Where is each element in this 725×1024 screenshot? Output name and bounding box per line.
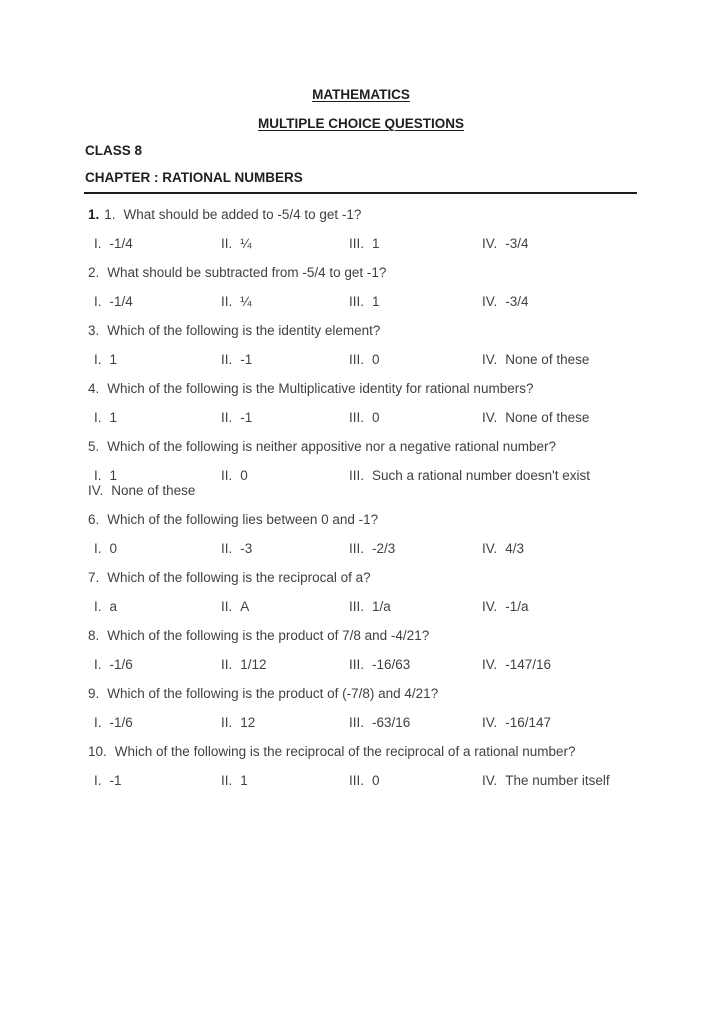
question-9-text: Which of the following is the product of (-7/8) and 4/21? [107,686,439,701]
option-numeral: I. [94,236,102,251]
question-1-text: What should be added to -5/4 to get -1? [123,207,362,222]
question-9-options [85,714,637,732]
option-item [349,293,482,311]
option-value: None of these [505,352,590,367]
question-6-options [85,540,637,558]
option-numeral: III. [349,657,365,672]
option-value: -3/4 [505,236,529,251]
option-value: 1/a [372,599,391,614]
option-value: -3 [240,541,253,556]
option-value: -1/a [505,599,529,614]
question-8-number: 8. [88,628,100,643]
option-item [349,656,482,674]
option-numeral: I. [94,715,102,730]
option-value: 1 [109,410,118,425]
option-item [221,714,349,732]
option-item [221,598,349,616]
option-numeral: IV. [482,657,498,672]
class-label: CLASS 8 [85,143,143,158]
option-item [482,714,637,732]
option-item [88,483,195,498]
question-1-prefix: 1. [88,207,100,222]
question-2-options [85,293,637,311]
option-value: a [109,599,118,614]
question-6-text: Which of the following lies between 0 and -1? [107,512,379,527]
option-value: -1 [109,773,122,788]
option-value: 0 [372,773,380,788]
option-value: -1/6 [109,657,133,672]
option-item [349,714,482,732]
option-value: 1 [372,294,380,309]
option-value: 1 [372,236,380,251]
option-numeral: II. [221,599,233,614]
option-item [94,598,221,616]
question-3-options [85,351,637,369]
option-numeral: III. [349,541,365,556]
question-7-number: 7. [88,570,100,585]
option-item [94,293,221,311]
question-5 [85,438,637,456]
option-value: -3/4 [505,294,529,309]
option-value: ¼ [240,236,252,251]
question-6 [85,511,637,529]
option-item [482,351,637,369]
option-value: ¼ [240,294,252,309]
option-numeral: III. [349,468,365,483]
option-item [482,409,637,427]
option-item [482,656,637,674]
option-numeral: IV. [482,294,498,309]
option-item [349,235,482,253]
question-7-text: Which of the following is the reciprocal of a? [107,570,371,585]
question-2-number: 2. [88,265,100,280]
header-divider [84,192,637,194]
option-item [482,540,637,558]
question-10-text: Which of the following is the reciprocal of the reciprocal of a rational number? [114,744,576,759]
option-value: -16/63 [372,657,411,672]
question-4-number: 4. [88,381,100,396]
option-item [94,714,221,732]
option-numeral: IV. [88,483,104,498]
question-1-options [85,235,637,253]
option-value: 12 [240,715,256,730]
option-item [221,409,349,427]
option-numeral: III. [349,294,365,309]
option-item [482,235,637,253]
question-7-options [85,598,637,616]
question-2-text: What should be subtracted from -5/4 to get -1? [107,265,387,280]
option-numeral: I. [94,468,102,483]
option-item [94,409,221,427]
option-value: -1 [240,352,253,367]
option-numeral: IV. [482,715,498,730]
option-numeral: I. [94,541,102,556]
option-value: -1/6 [109,715,133,730]
question-8-options [85,656,637,674]
chapter-label: CHAPTER : RATIONAL NUMBERS [85,170,303,185]
option-item [221,235,349,253]
option-numeral: II. [221,468,233,483]
question-9-number: 9. [88,686,100,701]
option-value: -1 [240,410,253,425]
option-item [221,351,349,369]
option-numeral: IV. [482,773,498,788]
option-numeral: II. [221,410,233,425]
option-value: A [240,599,250,614]
option-item [221,467,349,485]
question-4 [85,380,637,398]
option-item [221,656,349,674]
option-item [221,293,349,311]
option-numeral: I. [94,657,102,672]
option-item [349,540,482,558]
option-value: -1/4 [109,236,133,251]
page-title: MATHEMATICS [312,87,410,102]
option-item [349,351,482,369]
option-value: None of these [505,410,590,425]
question-3-number: 3. [88,323,100,338]
option-item [482,772,637,790]
option-numeral: III. [349,715,365,730]
question-5-number: 5. [88,439,100,454]
question-7 [85,569,637,587]
option-item [349,598,482,616]
option-numeral: I. [94,410,102,425]
question-8-text: Which of the following is the product of 7/8 and -4/21? [107,628,430,643]
option-item [482,598,637,616]
question-6-number: 6. [88,512,100,527]
question-8 [85,627,637,645]
question-9 [85,685,637,703]
question-4-text: Which of the following is the Multiplicative identity for rational numbers? [107,381,534,396]
option-value: -1/4 [109,294,133,309]
option-numeral: I. [94,352,102,367]
option-value: -63/16 [372,715,411,730]
option-value: 0 [240,468,248,483]
option-value: -147/16 [505,657,552,672]
option-numeral: II. [221,541,233,556]
option-value: 1/12 [240,657,267,672]
option-value: None of these [111,483,196,498]
question-10-number: 10. [88,744,107,759]
option-numeral: III. [349,236,365,251]
option-numeral: II. [221,236,233,251]
option-item [349,772,482,790]
option-item [94,540,221,558]
option-numeral: IV. [482,352,498,367]
page-subtitle: MULTIPLE CHOICE QUESTIONS [257,116,464,131]
option-numeral: IV. [482,599,498,614]
option-value: 1 [109,352,118,367]
question-1-number: 1. [104,207,116,222]
option-numeral: I. [94,599,102,614]
question-2 [85,264,637,282]
option-value: 1 [240,773,248,788]
option-numeral: I. [94,773,102,788]
option-value: 0 [372,352,380,367]
option-value: 4/3 [505,541,525,556]
option-value: 0 [372,410,380,425]
option-numeral: III. [349,410,365,425]
option-numeral: II. [221,352,233,367]
option-value: 1 [109,468,118,483]
option-numeral: I. [94,294,102,309]
option-value: Such a rational number doesn't exist [372,468,590,483]
option-item [94,351,221,369]
option-item [349,409,482,427]
question-4-options [85,409,637,427]
question-3-text: Which of the following is the identity element? [107,323,381,338]
option-value: The number itself [505,773,610,788]
option-numeral: II. [221,657,233,672]
option-item [94,235,221,253]
option-numeral: III. [349,773,365,788]
question-10-options [85,772,637,790]
option-numeral: II. [221,773,233,788]
option-item [221,540,349,558]
question-5-text: Which of the following is neither appositive nor a negative rational number? [107,439,557,454]
option-numeral: II. [221,715,233,730]
option-numeral: III. [349,352,365,367]
question-3 [85,322,637,340]
option-value: -16/147 [505,715,552,730]
option-item [94,772,221,790]
question-10 [85,743,637,761]
option-numeral: III. [349,599,365,614]
option-value: -2/3 [372,541,396,556]
option-numeral: IV. [482,410,498,425]
option-numeral: IV. [482,541,498,556]
option-item [94,656,221,674]
option-value: 0 [109,541,118,556]
option-item [221,772,349,790]
option-item [482,293,637,311]
option-numeral: II. [221,294,233,309]
option-numeral: IV. [482,236,498,251]
option-item [349,467,637,485]
question-1 [85,206,637,224]
